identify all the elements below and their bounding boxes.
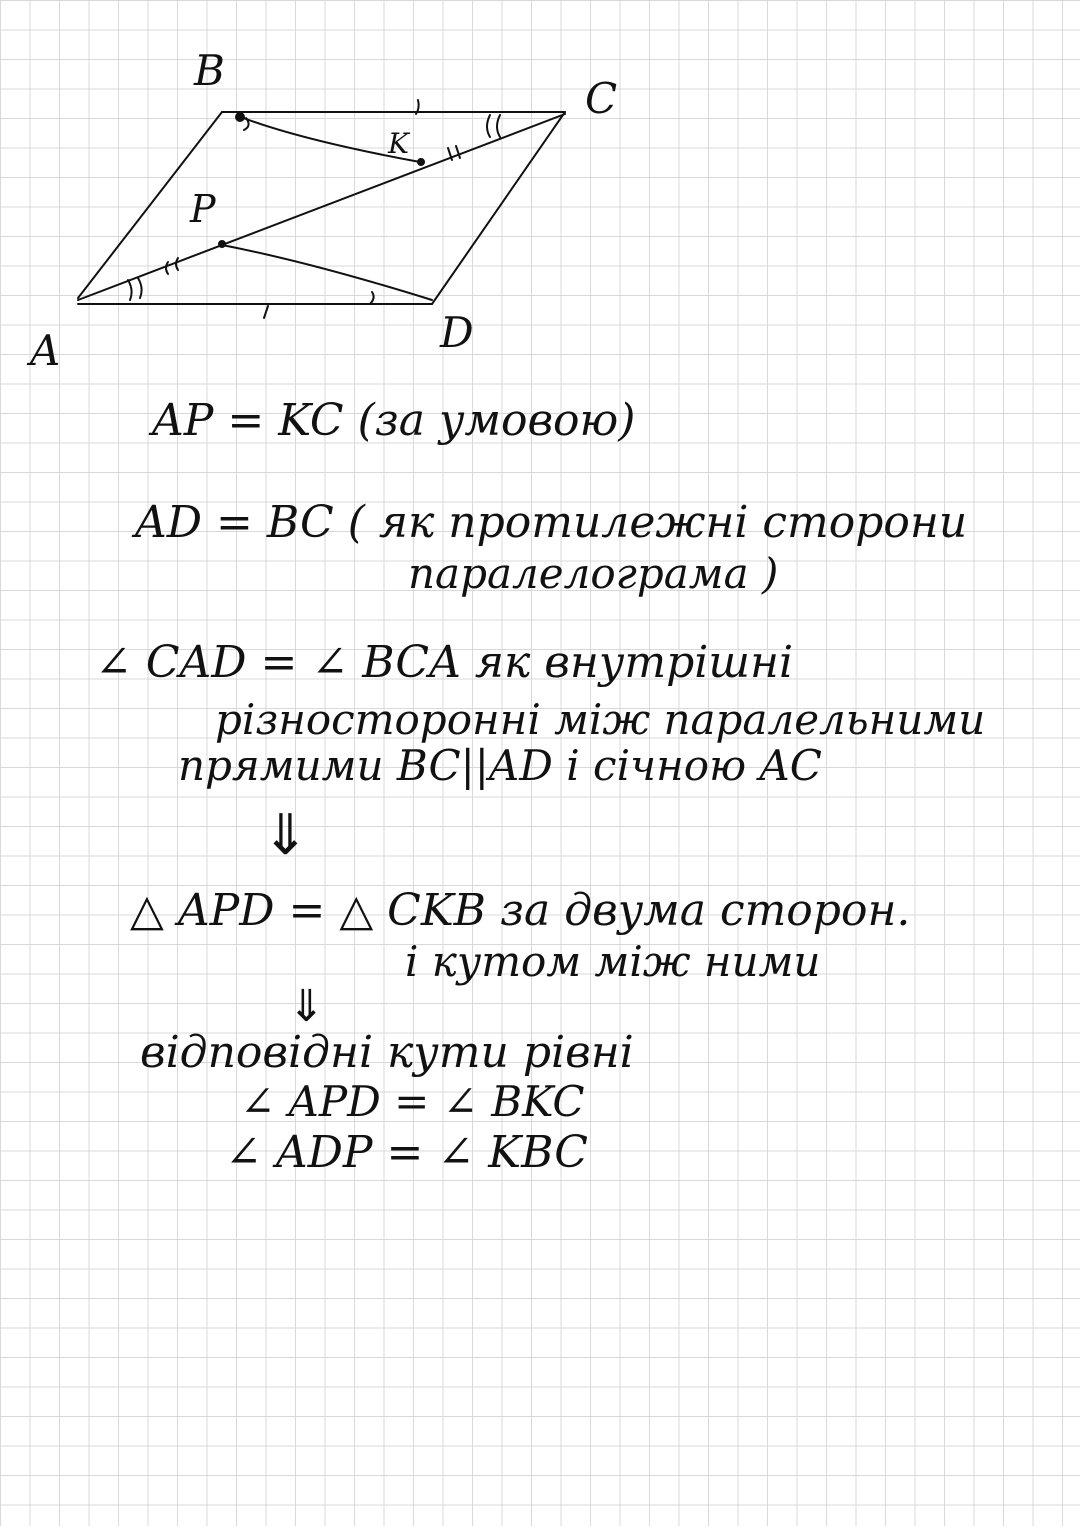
implies-arrow-1: ⇓ <box>262 803 309 868</box>
tick-bc <box>416 100 419 114</box>
point-label-p: P <box>190 187 216 231</box>
vertex-label-c: C <box>585 74 618 123</box>
angle-mark-a <box>128 278 142 300</box>
point-p-dot <box>219 241 225 247</box>
proof-line-angles-cont1: різносторонні між паралельними <box>215 695 986 744</box>
tick-ad <box>264 306 268 318</box>
point-label-k: K <box>388 127 409 160</box>
angle-mark-c <box>487 115 500 137</box>
proof-line-angle-apd: ∠ APD = ∠ BKC <box>240 1077 585 1126</box>
angle-mark-d <box>370 292 374 304</box>
angle-mark-b <box>244 118 249 130</box>
proof-line-ap-kc: AP = KC (за умовою) <box>152 395 636 446</box>
parallelogram-figure <box>0 0 1080 400</box>
point-b-dot <box>236 113 244 121</box>
proof-line-corresponding: відповідні кути рівні <box>140 1027 634 1078</box>
proof-line-angles: ∠ CAD = ∠ BCA як внутрішні <box>95 637 794 688</box>
vertex-label-a: A <box>30 326 61 375</box>
implies-arrow-2: ⇓ <box>288 981 325 1032</box>
proof-line-triangles-cont: і кутом між ними <box>405 937 821 986</box>
vertex-label-b: B <box>194 46 225 95</box>
proof-line-ad-bc-cont: паралелограма ) <box>408 549 779 598</box>
side-cd <box>432 112 565 304</box>
segment-pd <box>222 245 432 300</box>
proof-line-triangles: △ APD = △ CKB за двума сторон. <box>130 885 911 936</box>
proof-line-angles-cont2: прямими BC||AD і січною AC <box>178 741 822 790</box>
point-k-dot <box>418 159 424 165</box>
proof-line-ad-bc: AD = BC ( як протилежні сторони <box>135 497 968 548</box>
proof-line-angle-adp: ∠ ADP = ∠ KBC <box>225 1127 588 1178</box>
vertex-label-d: D <box>440 308 474 357</box>
